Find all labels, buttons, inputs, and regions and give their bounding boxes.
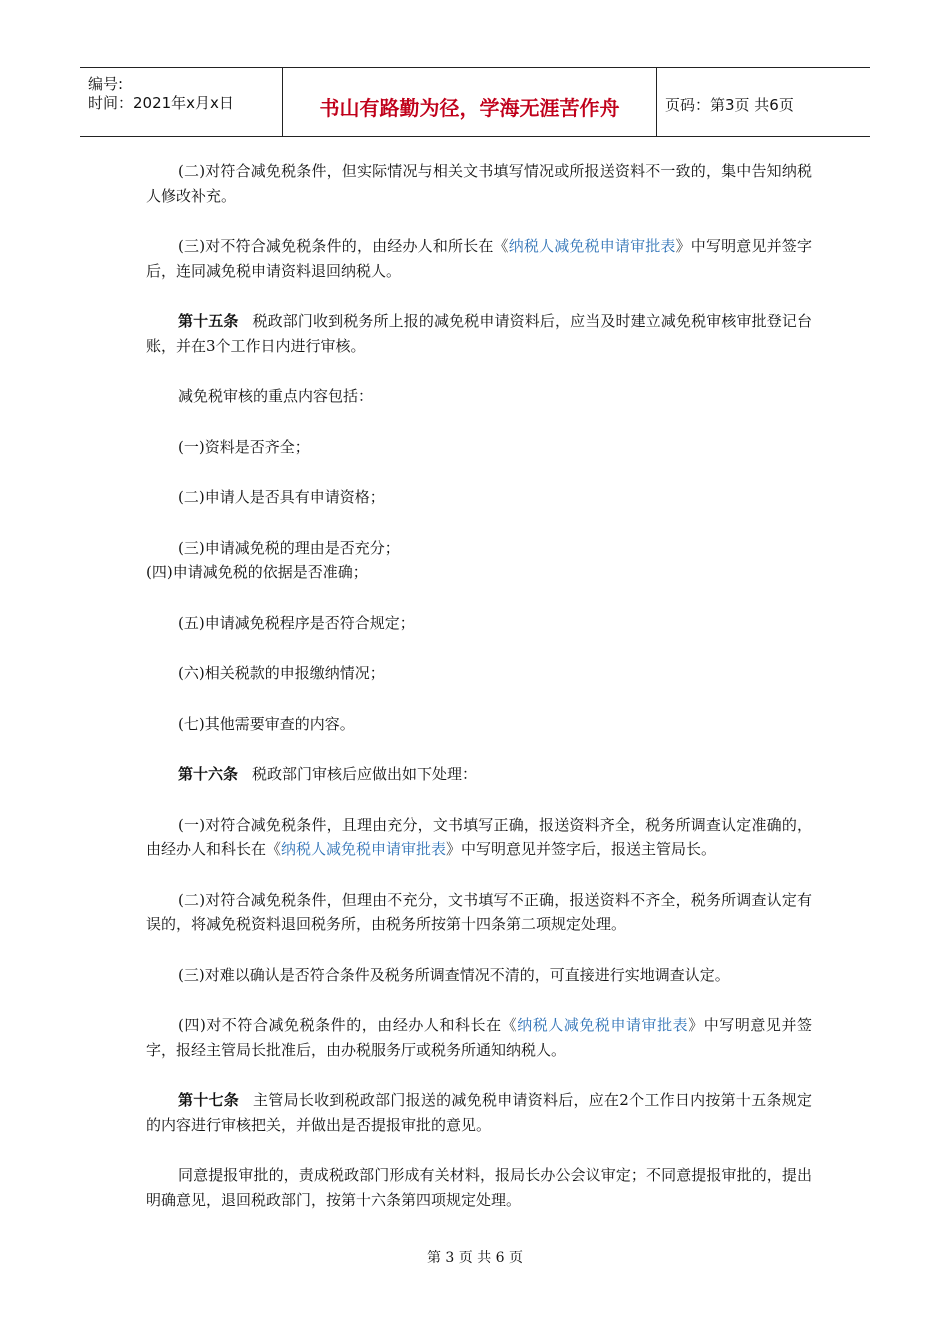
header-motto: 书山有路勤为径，学海无涯苦作舟 — [319, 96, 620, 120]
paragraph-text: 》中写明意见并签字后，报送主管局长。 — [446, 840, 717, 858]
paragraph-text: (三)对不符合减免税条件的，由经办人和所长在《 — [178, 237, 509, 255]
paragraph — [146, 159, 812, 208]
paragraph-text: (三)对难以确认是否符合条件及税务所调查情况不清的，可直接进行实地调查认定。 — [178, 965, 730, 984]
paragraph-text: (三)申请减免税的理由是否充分； — [178, 538, 400, 557]
paragraph-text: (六)相关税款的申报缴纳情况； — [178, 664, 385, 682]
list-item — [146, 611, 812, 636]
form-name-link[interactable]: 纳税人减免税申请审批表 — [517, 1016, 689, 1034]
paragraph-text: (一)资料是否齐全； — [178, 437, 310, 456]
header-page-label: 页码：第3页 共6页 — [665, 96, 794, 114]
paragraph — [146, 234, 812, 283]
paragraph — [146, 309, 812, 358]
list-item — [146, 536, 812, 561]
paragraph-text: (五)申请减免税程序是否符合规定； — [178, 613, 415, 632]
paragraph-text: (二)申请人是否具有申请资格； — [178, 488, 385, 506]
paragraph-text: (二)对符合减免税条件，但实际情况与相关文书填写情况或所报送资料不一致的，集中告知纳税人修改补充。 — [146, 162, 812, 205]
article-number: 第十七条 — [178, 1091, 240, 1109]
paragraph-text: 税政部门审核后应做出如下处理： — [252, 765, 478, 783]
document-body — [146, 159, 812, 1238]
article-number: 第十五条 — [178, 312, 239, 330]
paragraph — [146, 762, 812, 787]
paragraph — [146, 1013, 812, 1062]
paragraph-text: 》中写明意见并签字，报经主管局长批准后，由办税服务厅或税务所通知纳税人。 — [146, 1016, 812, 1059]
document-number-label: 编号: — [88, 75, 124, 93]
list-item — [146, 485, 812, 510]
document-time-label: 时间：2021年x月x日 — [88, 94, 234, 112]
article-number: 第十六条 — [178, 765, 239, 783]
paragraph-text: (四)申请减免税的依据是否准确； — [146, 563, 368, 581]
paragraph-text: 》中写明意见并签字后，连同减免税申请资料退回纳税人。 — [146, 237, 812, 280]
paragraph — [146, 963, 812, 988]
list-item — [146, 435, 812, 460]
paragraph — [146, 813, 812, 862]
paragraph-text: (七)其他需要审查的内容。 — [178, 714, 355, 733]
header-right-cell — [657, 68, 870, 136]
list-item — [146, 712, 812, 737]
paragraph — [146, 888, 812, 937]
paragraph — [146, 1163, 812, 1212]
paragraph-text: (二)对符合减免税条件，但理由不充分，文书填写不正确，报送资料不齐全，税务所调查认定有误的，将减免税资料退回税务所，由税务所按第十四条第二项规定处理。 — [146, 890, 812, 933]
paragraph-text: (一)对符合减免税条件，且理由充分，文书填写正确，报送资料齐全，税务所调查认定准确的，由经办人和科长在《 — [146, 815, 812, 858]
form-name-link[interactable]: 纳税人减免税申请审批表 — [508, 237, 676, 255]
header-motto-cell — [283, 68, 657, 136]
paragraph-text: (四)对不符合减免税条件的，由经办人和科长在《 — [178, 1016, 518, 1034]
paragraph-text: 同意提报审批的，责成税政部门形成有关材料，报局长办公会议审定；不同意提报审批的，提出明确意见，退回税政部门，按第十六条第四项规定处理。 — [146, 1166, 812, 1209]
page-header — [80, 67, 870, 137]
paragraph — [146, 1088, 812, 1137]
paragraph-text: 主管局长收到税政部门报送的减免税申请资料后，应在2个工作日内按第十五条规定的内容进行审核把关，并做出是否提报审批的意见。 — [146, 1091, 812, 1134]
paragraph-text: 税政部门收到税务所上报的减免税申请资料后，应当及时建立减免税审核审批登记台账，并在3个工作日内进行审核。 — [146, 312, 812, 355]
list-item — [146, 560, 812, 585]
list-item — [146, 661, 812, 686]
form-name-link[interactable]: 纳税人减免税申请审批表 — [281, 840, 447, 858]
page-footer: 第 3 页 共 6 页 — [426, 1250, 524, 1266]
paragraph — [146, 384, 812, 409]
header-left-cell — [80, 68, 283, 136]
paragraph-text: 减免税审核的重点内容包括： — [178, 387, 374, 405]
